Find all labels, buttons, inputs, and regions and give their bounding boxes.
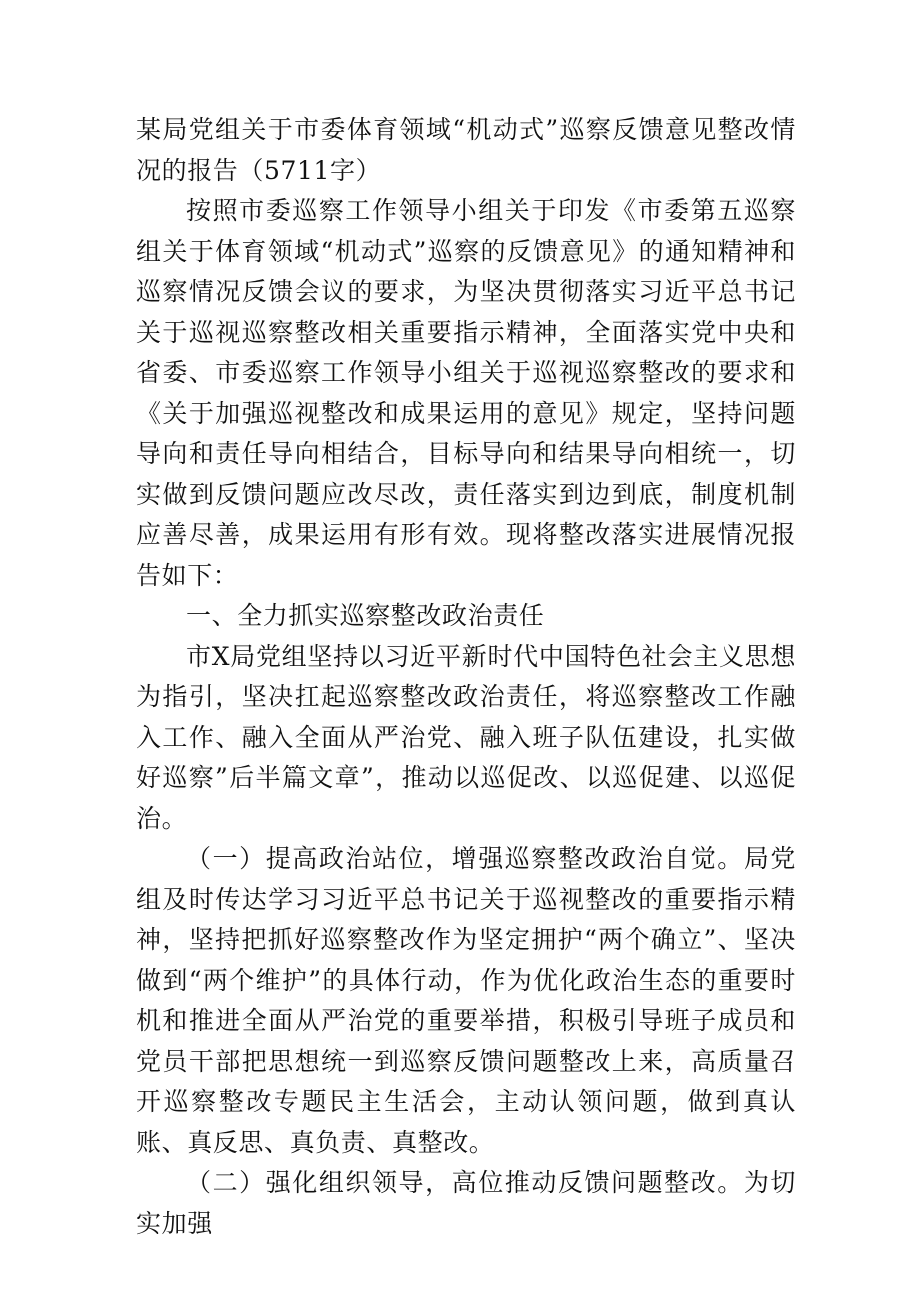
document-body	[136, 110, 796, 1244]
document-title: 某局党组关于市委体育领域“机动式”巡察反馈意见整改情况的报告（5711字）	[136, 115, 796, 185]
item-paragraph-2: （二）强化组织领导，高位推动反馈问题整改。为切实加强	[136, 1168, 796, 1238]
section-heading: 一、全力抓实巡察整改政治责任	[186, 601, 545, 630]
item-paragraph-1: （一）提高政治站位，增强巡察整改政治自觉。局党组及时传达学习习近平总书记关于巡视整改的重要指示精神，坚持把抓好巡察整改作为坚定拥护“两个确立”、坚决做到“两个维护”的具体行动，作为优化政治生态的重要时机和推进全面从严治党的重要举措，积极引导班子成员和党员干部把思想统一到巡察反馈问题整改上来，高质量召开巡察整改专题民主生活会，主动认领问题，做到真认账、真反思、真负责、真整改。	[136, 844, 796, 1157]
intro-paragraph: 按照市委巡察工作领导小组关于印发《市委第五巡察组关于体育领域“机动式”巡察的反馈意见》的通知精神和巡察情况反馈会议的要求，为坚决贯彻落实习近平总书记关于巡视巡察整改相关重要指示精神，全面落实党中央和省委、市委巡察工作领导小组关于巡视巡察整改的要求和《关于加强巡视整改和成果运用的意见》规定，坚持问题导向和责任导向相结合，目标导向和结果导向相统一，切实做到反馈问题应改尽改，责任落实到边到底，制度机制应善尽善，成果运用有形有效。现将整改落实进展情况报告如下：	[136, 196, 796, 590]
section-paragraph: 市X局党组坚持以习近平新时代中国特色社会主义思想为指引，坚决扛起巡察整改政治责任，将巡察整改工作融入工作、融入全面从严治党、融入班子队伍建设，扎实做好巡察”后半篇文章”，推动以巡促改、以巡促建、以巡促治。	[136, 641, 796, 833]
